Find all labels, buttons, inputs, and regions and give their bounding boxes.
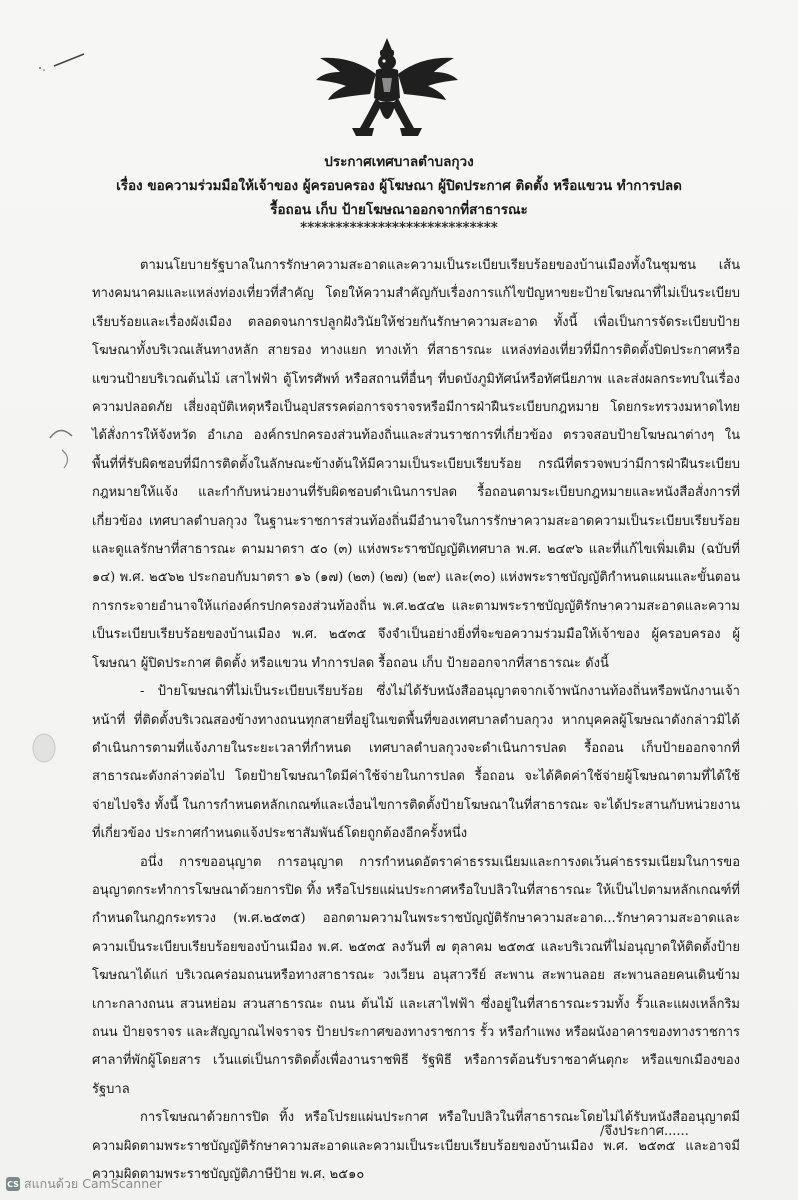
body-paragraph-3: อนึ่ง การขออนุญาต การอนุญาต การกำหนดอัตราค่าธรรมเนียมและการงดเว้นค่าธรรมเนียมในการขออนุญาตกระทำการโฆษณาด้วยการปิด ทิ้ง หรือโปรยแผ่นประกาศหรือใบปลิวในที่สาธารณะ ให้เป็นไปตามหลักเกณฑ์ที่กำหนดในกฎกระทรวง (พ.ศ.๒๕๓๕) ออกตามความในพระราชบัญญัติรักษาความสะอาด...รักษาความสะอาดและความเป็นระเบียบเรียบร้อยของบ้านเมือง พ.ศ. ๒๕๓๕ ลงวันที่ ๗ ตุลาคม ๒๕๓๕ และบริเวณที่ไม่อนุญาตให้ติดตั้งป้ายโฆษณาได้แก่ บริเวณคร่อมถนนหรือทางสาธารณะ วงเวียน อนุสาวรีย์ สะพาน สะพานลอย สะพานลอยคนเดินข้ามเกาะกลางถนน สวนหย่อม สวนสาธารณะ ถนน ต้นไม้ และเสาไฟฟ้า ซึ่งอยู่ในที่สาธารณะรวมทั้ง รั้วและแผงเหล็กริมถนน ป้ายจราจร และสัญญาณไฟจราจร ป้ายประกาศของทางราชการ รั้ว หรือกำแพง หรือผนังอาคารของทางราชการ ศาลาที่พักผู้โดยสาร เว้นแต่เป็นการติดตั้งเพื่องานราชพิธี รัฐพิธี หรือการต้อนรับราชอาคันตุกะ หรือแขกเมืองของรัฐบาล	[92, 854, 740, 1097]
body-paragraph-1: ตามนโยบายรัฐบาลในการรักษาความสะอาดและความเป็นระเบียบเรียบร้อยของบ้านเมืองทั้งในชุมชน เส้นทางคมนาคมและแหล่งท่องเที่ยวที่สำคัญ โดยให้ความสำคัญกับเรื่องการแก้ไขปัญหาขยะป้ายโฆษณาที่ไม่เป็นระเบียบเรียบร้อยและเรื่องผังเมือง ตลอดจนการปลูกฝังวินัยให้ช่วยกันรักษาความสะอาด ทั้งนี้ เพื่อเป็นการจัดระเบียบป้ายโฆษณาทั้งบริเวณเส้นทางหลัก สายรอง ทางแยก ทางเท้า ที่สาธารณะ แหล่งท่องเที่ยวที่มีการติดตั้งปิดประกาศหรือแขวนป้ายบริเวณต้นไม้ เสาไฟฟ้า ตู้โทรศัพท์ หรือสถานที่อื่นๆ ที่บดบังภูมิทัศน์หรือทัศนียภาพ และส่งผลกระทบในเรื่องความปลอดภัย เสี่ยงอุบัติเหตุหรือเป็นอุปสรรคต่อการจราจรหรือมีการฝ่าฝืนระเบียบกฎหมาย โดยกระทรวงมหาดไทยได้สั่งการให้จังหวัด อำเภอ องค์กรปกครองส่วนท้องถิ่นและส่วนราชการที่เกี่ยวข้อง ตรวจสอบป้ายโฆษณาต่างๆ ในพื้นที่ที่รับผิดชอบที่มีการติดตั้งในลักษณะข้างต้นให้มีความเป็นระเบียบเรียบร้อย กรณีที่ตรวจพบว่ามีการฝ่าฝืนระเบียบกฎหมายให้แจ้ง และกำกับหน่วยงานที่รับผิดชอบดำเนินการปลด รื้อถอนตามระเบียบกฎหมายและหนังสือสั่งการที่เกี่ยวข้อง เทศบาลตำบลกุวง ในฐานะราชการส่วนท้องถิ่นมีอำนาจในการรักษาความสะอาดความเป็นระเบียบเรียบร้อยและดูแลรักษาที่สาธารณะ ตามมาตรา ๕๐ (๓) แห่งพระราชบัญญัติเทศบาล พ.ศ. ๒๔๙๖ และที่แก้ไขเพิ่มเติม (ฉบับที่ ๑๔) พ.ศ. ๒๕๖๒ ประกอบกับมาตรา ๑๖ (๑๗) (๒๓) (๒๗) (๒๙) และ(๓๐) แห่งพระราชบัญญัติกำหนดแผนและขั้นตอนการกระจายอำนาจให้แก่องค์กรปกครองส่วนท้องถิ่น พ.ศ.๒๕๔๒ และตามพระราชบัญญัติรักษาความสะอาดและความเป็นระเบียบเรียบร้อยของบ้านเมือง พ.ศ. ๒๕๓๕ จึงจำเป็นอย่างยิ่งที่จะขอความร่วมมือให้เจ้าของ ผู้ครอบครอง ผู้โฆษณา ผู้ปิดประกาศ ติดตั้ง หรือแขวน ทำการปลด รื้อถอน เก็บ ป้ายออกจากที่สาธารณะ ดังนี้	[92, 258, 740, 671]
continuation-text: /จึงประกาศ......	[600, 1124, 689, 1139]
watermark-text: สแกนด้วย CamScanner	[24, 1176, 162, 1191]
subject-line-2: รื้อถอน เก็บ ป้ายโฆษณาออกจากที่สาธารณะ	[270, 202, 528, 218]
camscanner-logo-icon: CS	[6, 1177, 20, 1191]
title-separator: ****************************	[300, 220, 498, 236]
announcement-body	[92, 252, 740, 1189]
body-paragraph-2: - ป้ายโฆษณาที่ไม่เป็นระเบียบเรียบร้อย ซึ่งไม่ได้รับหนังสืออนุญาตจากเจ้าพนักงานท้องถิ่นหรือพนักงานเจ้าหน้าที่ ที่ติดตั้งบริเวณสองข้างทางถนนทุกสายที่อยู่ในเขตพื้นที่ของเทศบาลตำบลกุวง หากบุคคลผู้โฆษณาดังกล่าวมิได้ดำเนินการตามที่แจ้งภายในระยะเวลาที่กำหนด เทศบาลตำบลกุวงจะดำเนินการปลด รื้อถอน เก็บป้ายออกจากที่สาธารณะดังกล่าวต่อไป โดยป้ายโฆษณาใดมีค่าใช้จ่ายในการปลด รื้อถอน จะได้คิดค่าใช้จ่ายผู้โฆษณาตามที่ได้ใช้จ่ายไปจริง ทั้งนี้ ในการกำหนดหลักเกณฑ์และเงื่อนไขการติดตั้งป้ายโฆษณาในที่สาธารณะ จะได้ประสานกับหน่วยงานที่เกี่ยวข้อง ประกาศกำหนดแจ้งประชาสัมพันธ์โดยถูกต้องอีกครั้งหนึ่ง	[92, 684, 740, 842]
pen-mark	[32, 48, 92, 78]
binder-mark	[48, 424, 74, 440]
garuda-emblem-icon	[312, 36, 462, 146]
scanner-watermark	[6, 1174, 162, 1194]
body-paragraph-4: การโฆษณาด้วยการปิด ทิ้ง หรือโปรยแผ่นประกาศ หรือใบปลิวในที่สาธารณะโดยไม่ได้รับหนังสืออนุญาตมีความผิดตามพระราชบัญญัติรักษาความสะอาดและความเป็นระเบียบเรียบร้อยของบ้านเมือง พ.ศ. ๒๕๓๕ และอาจมีความผิดตามพระราชบัญญัติภาษีป้าย พ.ศ. ๒๕๑๐	[92, 1110, 740, 1182]
punch-hole-mark	[30, 730, 60, 766]
announcement-title: ประกาศเทศบาลตำบลกุวง	[324, 154, 474, 170]
binder-mark	[60, 448, 74, 470]
subject-line-1: เรื่อง ขอความร่วมมือให้เจ้าของ ผู้ครอบครอง ผู้โฆษณา ผู้ปิดประกาศ ติดตั้ง หรือแขวน ทำการปลด	[116, 178, 682, 194]
